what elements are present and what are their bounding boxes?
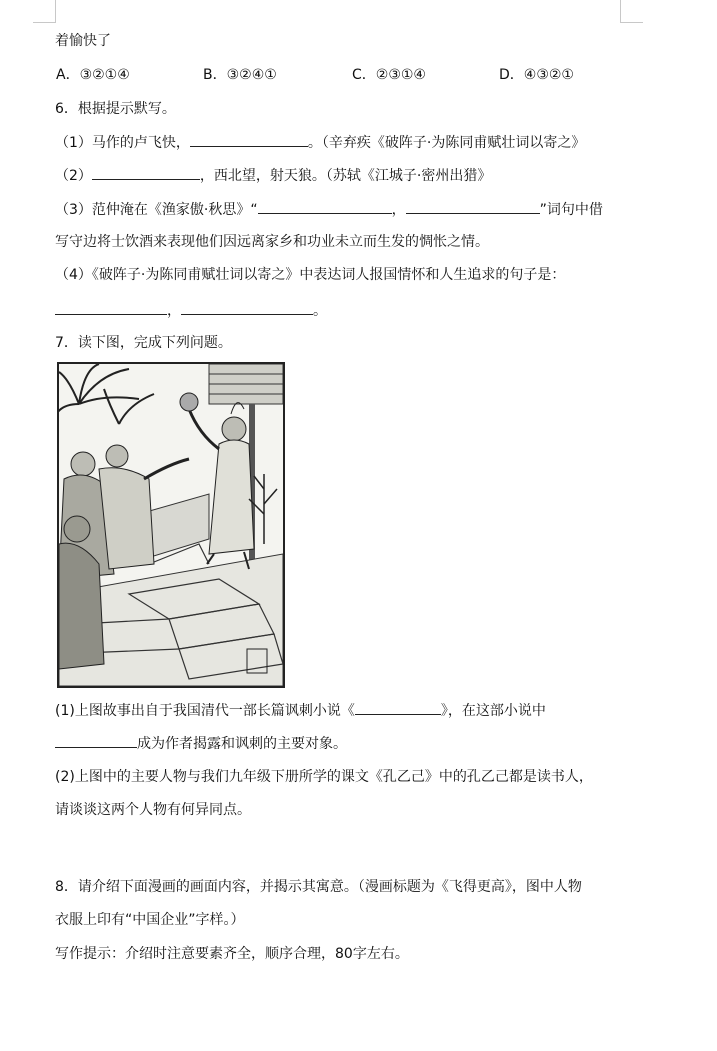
q7-blank-target[interactable] [55,733,137,748]
q7-part-1 [55,700,546,721]
q7-part-1-cont [55,733,347,754]
q6-item-4-comma: ， [167,303,181,319]
q6-blank-2[interactable] [92,165,200,180]
scholar-illustration [57,362,285,688]
q6-item-1-prefix: （1）马作的卢飞快， [55,135,190,151]
q6-blank-4b[interactable] [181,300,313,315]
q7-part-1-end: 成为作者揭露和讽刺的主要对象。 [137,736,347,752]
q6-item-4: （4）《破阵子·为陈同甫赋壮词以寄之》中表达词人报国情怀和人生追求的句子是： [55,267,566,283]
q8-hint: 写作提示：介绍时注意要素齐全，顺序合理，80字左右。 [55,946,409,962]
option-d: D．④③②① [499,67,574,83]
q7-title: 7．读下图，完成下列问题。 [55,335,232,351]
q6-item-4-period: 。 [313,303,327,319]
q6-blank-3b[interactable] [406,199,540,214]
continued-text: 着愉快了 [55,33,111,49]
q6-item-1-source: 。（辛弃疾《破阵子·为陈同甫赋壮词以寄之》 [307,135,586,151]
q6-item-3-suffix: ”词句中借 [539,202,603,218]
q6-item-1 [55,132,585,153]
option-b: B．③②④① [203,67,277,83]
q7-part-2-cont: 请谈谈这两个人物有何异同点。 [55,802,251,818]
q7-part-1-prefix: (1)上图故事出自于我国清代一部长篇讽刺小说《 [55,703,355,719]
corner-mark-right [620,0,643,23]
q7-blank-novel[interactable] [355,700,441,715]
q6-item-4-blanks [55,300,327,321]
q6-item-3-comma: ， [391,202,406,218]
q6-item-3 [55,199,603,220]
q6-item-3-cont: 写守边将士饮酒来表现他们因远离家乡和功业未立而生发的惆怅之情。 [55,234,489,250]
q6-title: 6．根据提示默写。 [55,101,176,117]
option-a: A．③②①④ [56,67,130,83]
q6-blank-4a[interactable] [55,300,167,315]
illustration-drawing [59,364,283,686]
option-c: C．②③①④ [352,67,426,83]
q8-line-2: 衣服上印有“中国企业”字样。） [55,912,245,928]
q8-line-1: 8．请介绍下面漫画的画面内容，并揭示其寓意。（漫画标题为《飞得更高》，图中人物 [55,879,582,895]
q6-item-2-rest: ，西北望，射天狼。（苏轼《江城子·密州出猎》 [199,168,492,184]
q6-item-2 [55,165,491,186]
q6-blank-1[interactable] [190,132,308,147]
q6-item-2-prefix: （2） [55,168,92,184]
corner-mark-left [33,0,56,23]
q6-blank-3a[interactable] [258,199,392,214]
q7-part-1-suffix: 》，在这部小说中 [440,703,546,719]
q7-part-2: (2)上图中的主要人物与我们九年级下册所学的课文《孔乙己》中的孔乙己都是读书人， [55,769,593,785]
q6-item-3-prefix: （3）范仲淹在《渔家傲·秋思》“ [55,202,258,218]
